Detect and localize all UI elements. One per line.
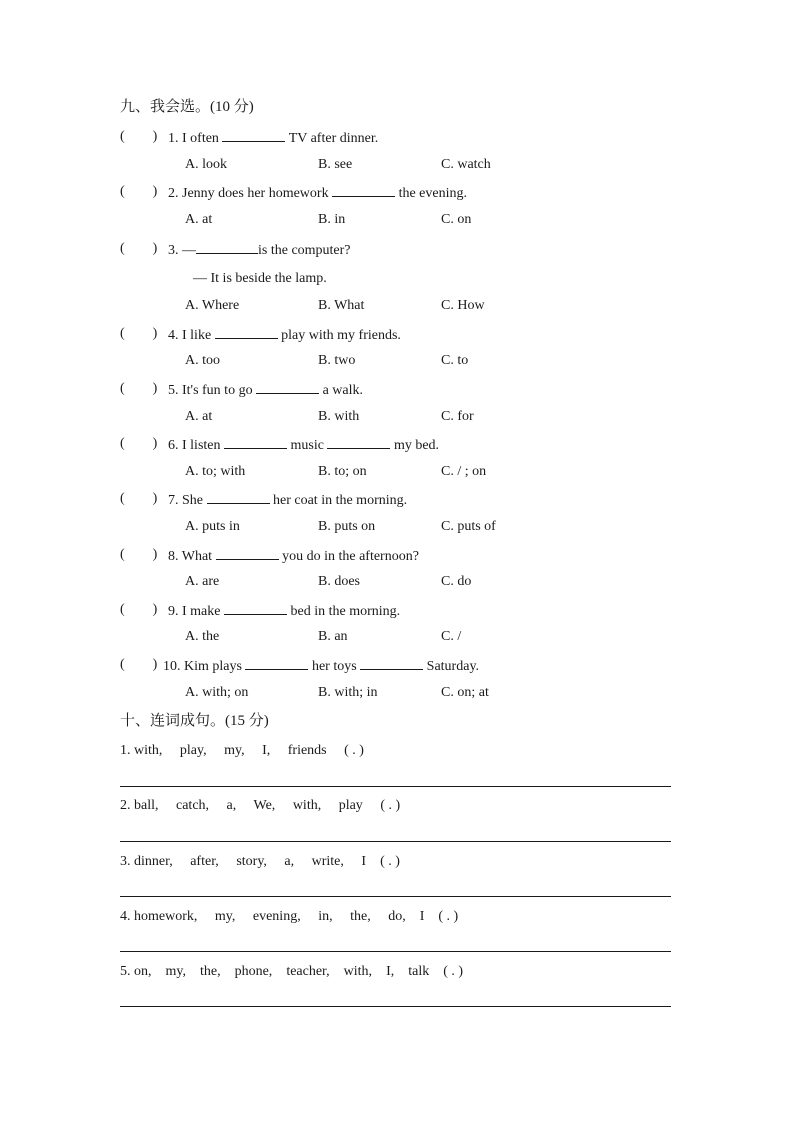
question-text: her toys	[311, 659, 357, 674]
fill-blank[interactable]	[224, 435, 287, 449]
word: my,	[224, 743, 245, 758]
word: catch,	[176, 798, 210, 813]
answer-line[interactable]	[120, 786, 671, 787]
item-number: 1.	[120, 743, 131, 758]
word: homework,	[134, 909, 198, 924]
option-c[interactable]: C. watch	[441, 157, 491, 172]
word: with,	[134, 743, 163, 758]
question-9	[168, 601, 400, 621]
word: ( . )	[438, 909, 459, 924]
question-text: Saturday.	[426, 659, 480, 674]
option-b[interactable]: B. an	[318, 629, 348, 644]
question-4	[168, 325, 401, 345]
question-number: 4.	[168, 328, 179, 343]
question-text: music	[290, 438, 324, 453]
word: a,	[226, 798, 237, 813]
option-a[interactable]: A. look	[185, 157, 227, 172]
fill-blank[interactable]	[222, 128, 285, 142]
word: the,	[350, 909, 371, 924]
word: ( . )	[344, 743, 364, 758]
word: ( . )	[380, 854, 400, 869]
option-b[interactable]: B. with; in	[318, 685, 378, 700]
question-text: TV after dinner.	[288, 131, 379, 146]
option-b[interactable]: B. two	[318, 353, 356, 368]
fill-blank[interactable]	[256, 380, 319, 394]
question-text: It's fun to go	[182, 383, 253, 398]
option-b[interactable]: B. in	[318, 212, 346, 227]
question-text: her coat in the morning.	[273, 493, 408, 508]
question-number: 9.	[168, 604, 179, 619]
option-b[interactable]: B. see	[318, 157, 353, 172]
word: ( . )	[443, 964, 464, 979]
answer-paren[interactable]: ( )	[120, 436, 158, 451]
question-10	[163, 656, 479, 676]
question-number: 7.	[168, 493, 179, 508]
word: my,	[165, 964, 186, 979]
word: ( . )	[380, 798, 401, 813]
question-text: What	[181, 549, 213, 564]
word: play	[338, 798, 363, 813]
word: talk	[408, 964, 430, 979]
question-text: She	[182, 493, 203, 508]
item-number: 2.	[120, 798, 131, 813]
word: friends	[287, 743, 327, 758]
answer-line[interactable]	[120, 841, 671, 842]
question-text: the evening.	[398, 186, 467, 201]
question-text: a walk.	[322, 383, 364, 398]
option-b[interactable]: B. to; on	[318, 464, 367, 479]
answer-line[interactable]	[120, 951, 671, 952]
option-c[interactable]: C. do	[441, 574, 472, 589]
scramble-item-3	[120, 853, 400, 871]
question-text: I like	[182, 328, 212, 343]
fill-blank[interactable]	[216, 546, 279, 560]
word: We,	[253, 798, 276, 813]
fill-blank[interactable]	[196, 240, 258, 254]
option-c[interactable]: C. puts of	[441, 519, 496, 534]
answer-paren[interactable]: ( )	[120, 381, 158, 396]
section-10-title: 十、连词成句。(15 分)	[120, 713, 269, 729]
question-2	[168, 183, 467, 203]
question-1	[168, 128, 378, 148]
question-text: I often	[182, 131, 219, 146]
question-number: 10.	[163, 659, 181, 674]
option-a[interactable]: A. at	[185, 212, 213, 227]
item-number: 5.	[120, 964, 131, 979]
question-text: you do in the afternoon?	[282, 549, 419, 564]
word: in,	[318, 909, 333, 924]
question-number: 6.	[168, 438, 179, 453]
option-a[interactable]: A. Where	[185, 298, 240, 313]
question-number: 5.	[168, 383, 179, 398]
answer-paren[interactable]: ( )	[120, 326, 158, 341]
question-6	[168, 435, 439, 455]
question-text: is the computer?	[258, 243, 351, 258]
word: play,	[179, 743, 207, 758]
section-9-title: 九、我会选。(10 分)	[120, 99, 254, 115]
option-c[interactable]: C. / ; on	[441, 464, 487, 479]
option-c[interactable]: C. for	[441, 409, 474, 424]
answer-paren[interactable]: ( )	[120, 184, 158, 199]
option-a[interactable]: A. the	[185, 629, 220, 644]
item-number: 4.	[120, 909, 131, 924]
scramble-item-1	[120, 742, 364, 760]
option-b[interactable]: B. puts on	[318, 519, 376, 534]
question-number: 8.	[168, 549, 179, 564]
question-number: 2.	[168, 186, 179, 201]
question-5	[168, 380, 363, 400]
option-b[interactable]: B. does	[318, 574, 360, 589]
option-a[interactable]: A. to; with	[185, 464, 246, 479]
question-text: play with my friends.	[281, 328, 401, 343]
fill-blank[interactable]	[215, 325, 278, 339]
answer-paren[interactable]: ( )	[120, 129, 158, 144]
word: I,	[386, 964, 395, 979]
question-3	[168, 240, 351, 260]
answer-line[interactable]	[120, 1006, 671, 1007]
option-a[interactable]: A. puts in	[185, 519, 240, 534]
word: on,	[134, 964, 152, 979]
option-c[interactable]: C. on; at	[441, 685, 489, 700]
word: the,	[199, 964, 221, 979]
scramble-item-2	[120, 797, 400, 815]
word: with,	[292, 798, 322, 813]
option-c[interactable]: C. How	[441, 298, 485, 313]
word: I	[419, 909, 425, 924]
question-3-reply: — It is beside the lamp.	[193, 271, 327, 286]
question-8	[168, 546, 419, 566]
question-text: bed in the morning.	[290, 604, 401, 619]
fill-blank[interactable]	[207, 490, 270, 504]
answer-paren[interactable]: ( )	[120, 602, 158, 617]
word: evening,	[252, 909, 301, 924]
question-text: I listen	[182, 438, 221, 453]
question-number: 3.	[168, 243, 179, 258]
answer-paren[interactable]: ( )	[120, 547, 158, 562]
answer-line[interactable]	[120, 896, 671, 897]
option-b[interactable]: B. with	[318, 409, 360, 424]
word: do,	[388, 909, 406, 924]
option-c[interactable]: C. to	[441, 353, 469, 368]
option-a[interactable]: A. are	[185, 574, 220, 589]
option-c[interactable]: C. on	[441, 212, 472, 227]
fill-blank[interactable]	[224, 601, 287, 615]
answer-paren[interactable]: ( )	[120, 657, 158, 672]
item-number: 3.	[120, 854, 131, 869]
scramble-item-4	[120, 908, 458, 926]
question-text: —	[182, 243, 196, 258]
fill-blank[interactable]	[360, 656, 423, 670]
word: with,	[343, 964, 373, 979]
question-text: Jenny does her homework	[182, 186, 329, 201]
word: story,	[236, 854, 267, 869]
question-7	[168, 490, 407, 510]
fill-blank[interactable]	[327, 435, 390, 449]
answer-paren[interactable]: ( )	[120, 241, 158, 256]
question-text: I make	[182, 604, 221, 619]
question-text: my bed.	[393, 438, 440, 453]
fill-blank[interactable]	[332, 183, 395, 197]
answer-paren[interactable]: ( )	[120, 491, 158, 506]
word: teacher,	[286, 964, 330, 979]
word: after,	[190, 854, 219, 869]
word: my,	[214, 909, 236, 924]
word: I	[361, 854, 367, 869]
word: phone,	[234, 964, 273, 979]
option-a[interactable]: A. too	[185, 353, 220, 368]
option-a[interactable]: A. at	[185, 409, 213, 424]
fill-blank[interactable]	[245, 656, 308, 670]
question-number: 1.	[168, 131, 179, 146]
word: ball,	[134, 798, 159, 813]
option-b[interactable]: B. What	[318, 298, 365, 313]
option-c[interactable]: C. /	[441, 629, 462, 644]
scramble-item-5	[120, 963, 463, 981]
word: write,	[311, 854, 344, 869]
option-a[interactable]: A. with; on	[185, 685, 249, 700]
question-text: Kim plays	[184, 659, 242, 674]
word: I,	[262, 743, 271, 758]
word: a,	[284, 854, 295, 869]
word: dinner,	[134, 854, 173, 869]
